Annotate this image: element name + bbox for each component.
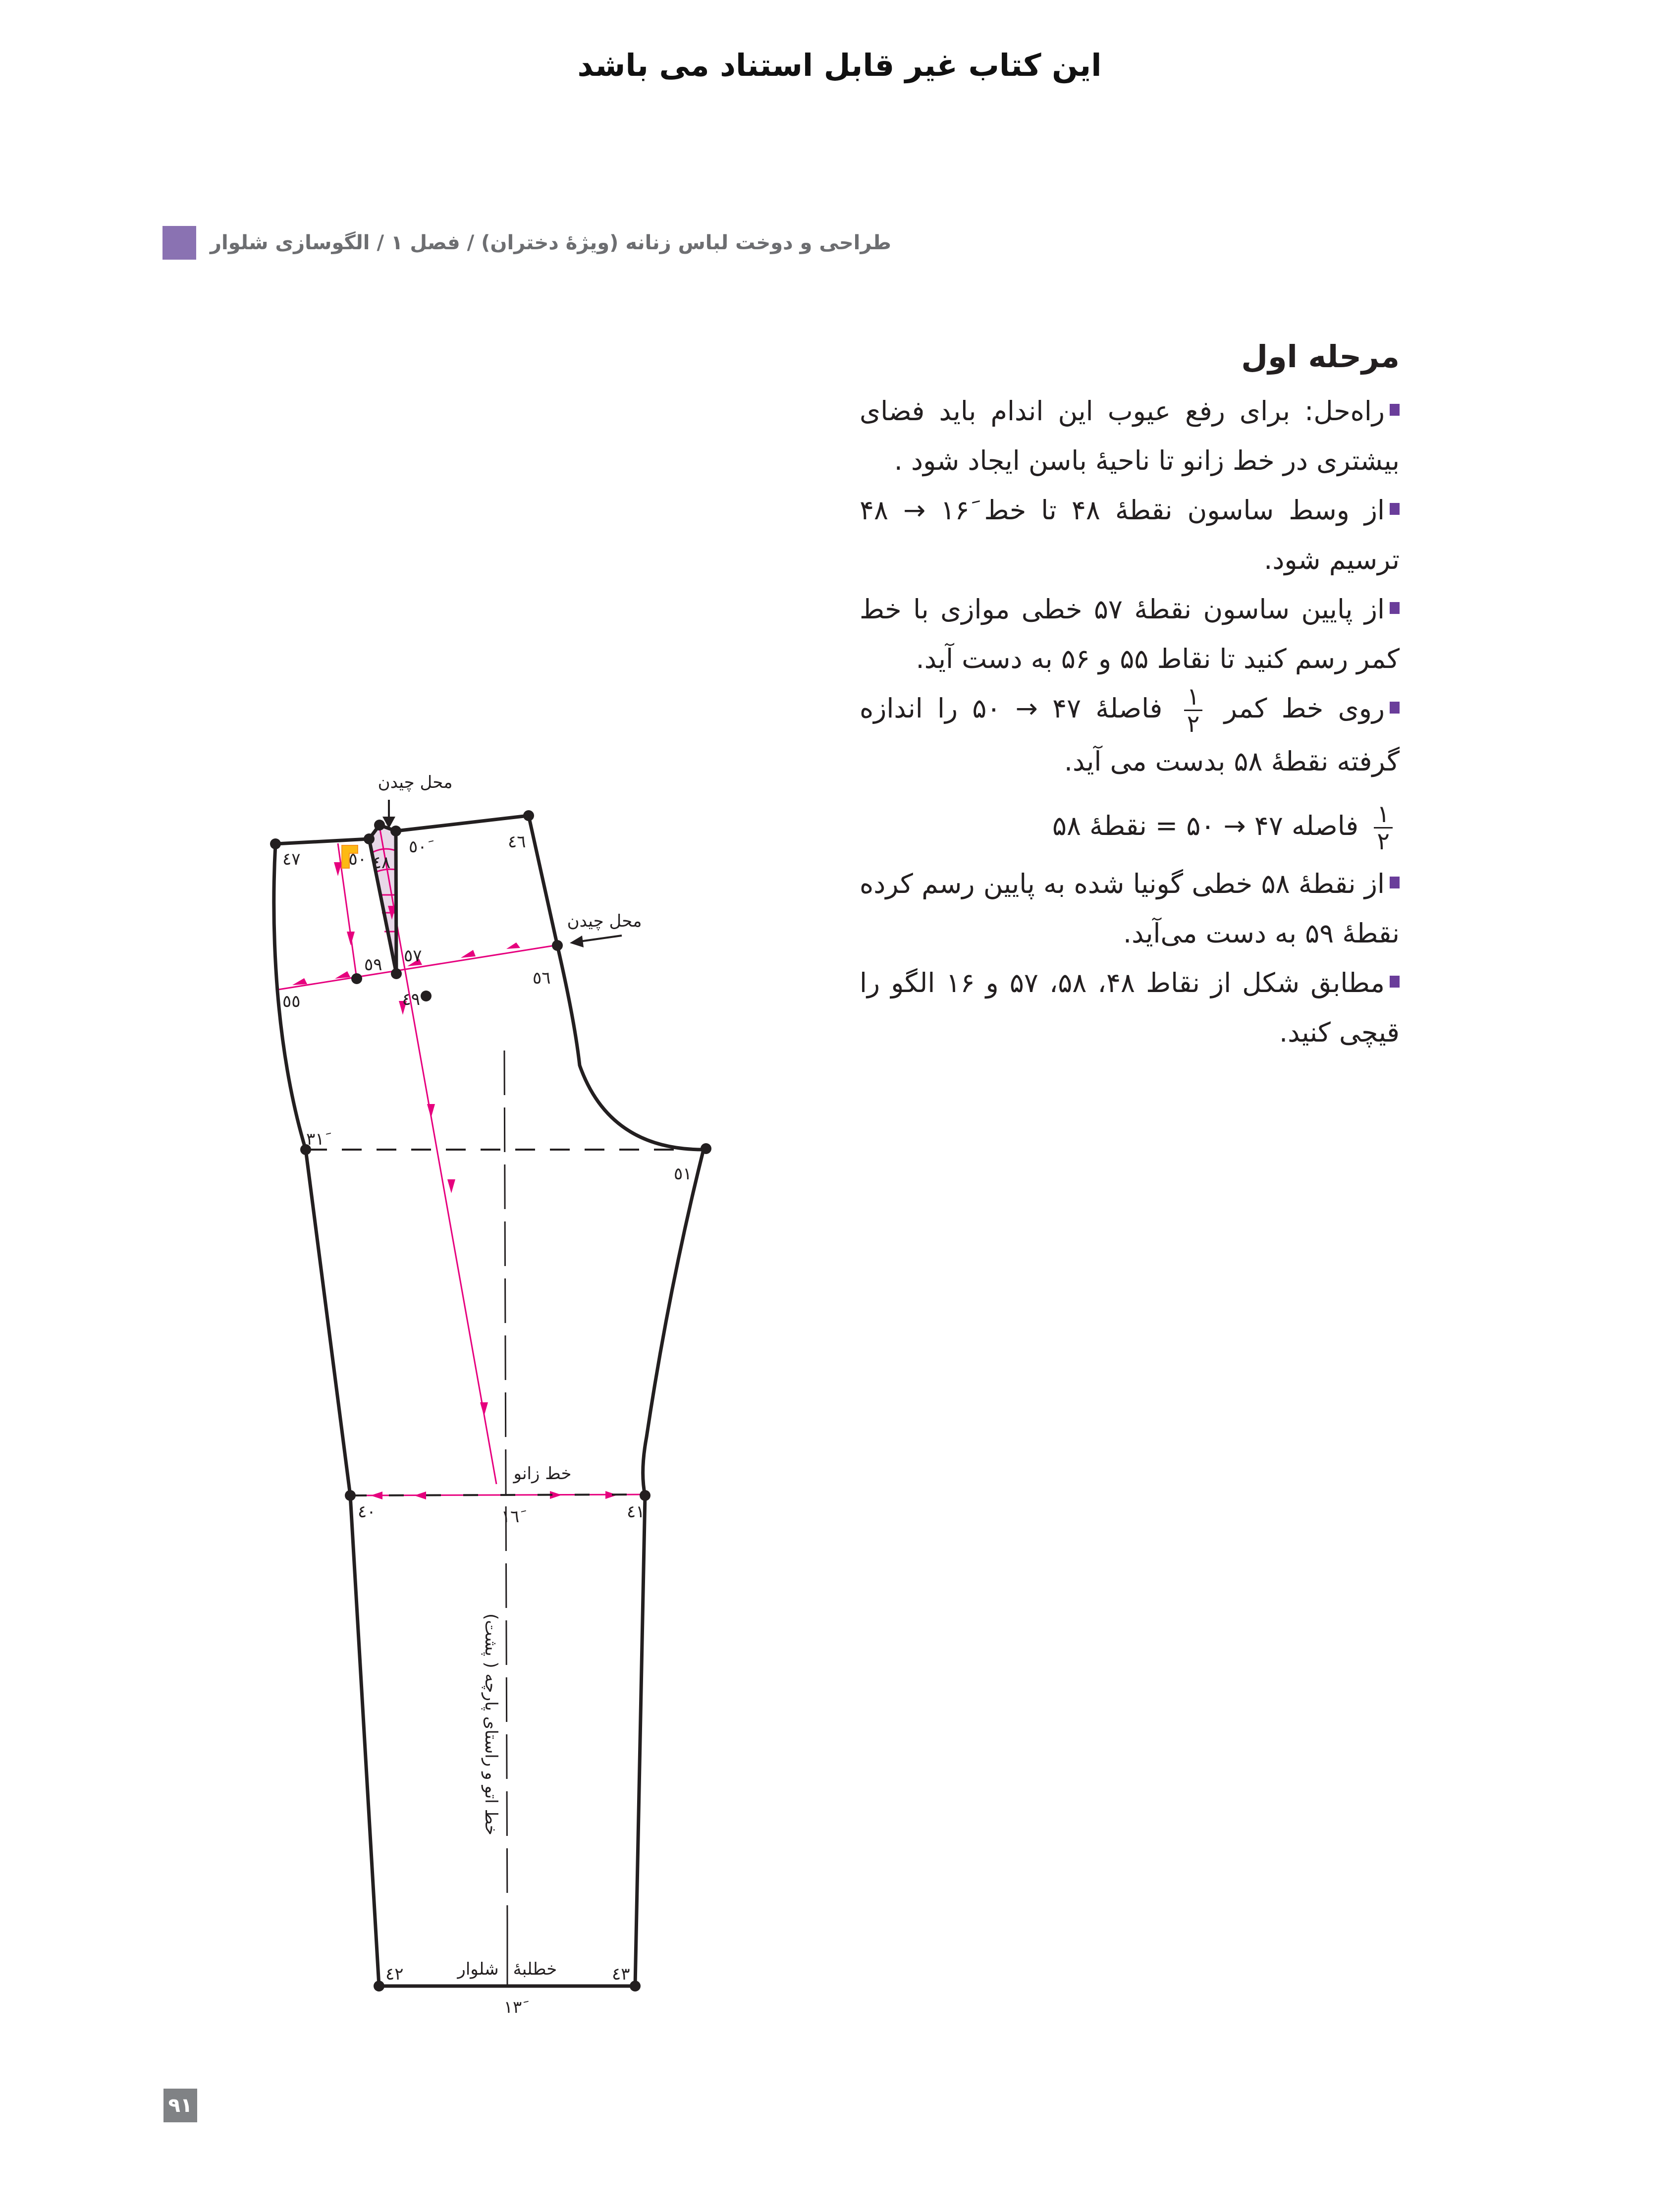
point-16-prime: ١٦َ [501, 1507, 520, 1527]
point-46: ٤٦ [508, 832, 526, 852]
point-40: ٤٠ [358, 1502, 376, 1522]
point-56: ٥٦ [533, 968, 551, 988]
hem-line-label-a: خطلبهٔ [513, 1959, 557, 1979]
bullet-icon [1390, 404, 1400, 416]
watermark-banner: این کتاب غیر قابل استناد می باشد [577, 47, 1102, 83]
formula-line: $\frac{۱}{۲}$ فاصله ۴۷ → ۵۰ = نقطهٔ ۵۸ [860, 801, 1400, 854]
instruction-step: مطابق شکل از نقاط ۴۸، ۵۸، ۵۷ و ۱۶ الگو را قیچی کنید. [860, 967, 1400, 1048]
point-57: ٥٧ [404, 946, 422, 966]
bullet-icon [1390, 976, 1400, 988]
bullet-icon [1390, 503, 1400, 515]
instruction-step: از وسط ساسون نقطهٔ ۴۸ تا خط ۱۶َ → ۴۸ ترسیم شود. [860, 495, 1400, 575]
point-42: ٤٢ [385, 1964, 404, 1984]
instruction-column [860, 327, 1400, 1057]
hem-line-label-b: شلوار [457, 1959, 499, 1979]
instruction-step: روی خط کمر $\frac{۱}{۲}$ فاصلهٔ ۴۷ → ۵۰ را اندازه گرفته نقطهٔ ۵۸ بدست می آید. [860, 683, 1400, 777]
chapter-marker [162, 226, 196, 260]
point-51: ٥١ [674, 1164, 692, 1184]
point-31-prime: ٣١َ [306, 1129, 325, 1149]
point-13-prime: ١٣َ [503, 1997, 522, 2017]
running-head [162, 225, 891, 260]
knee-line-label: خط زانو [513, 1464, 572, 1484]
bullet-icon [1390, 702, 1400, 714]
fraction-half: $\frac{۱}{۲}$ [1184, 684, 1203, 737]
bullet-icon [1390, 602, 1400, 614]
page-number: ۹۱ [163, 2089, 197, 2122]
point-49: ٤٩ [402, 990, 420, 1009]
instruction-step: راه‌حل: برای رفع عیوب این اندام باید فضای بیشتری در خط زانو تا ناحیهٔ باسن ایجاد شود . [860, 395, 1400, 476]
point-50: ٥٠ [348, 849, 367, 869]
point-47: ٤٧ [282, 849, 301, 869]
cut-location-label-top: محل چیدن [378, 773, 453, 792]
section-heading: مرحله اول [1241, 338, 1400, 375]
point-59: ٥٩ [364, 955, 382, 975]
point-43: ٤٣ [612, 1964, 630, 1984]
point-41: ٤١ [627, 1502, 645, 1522]
direction-arrows [292, 862, 617, 1499]
grain-line-label: خط اتو و راستای پارچه ( پشت) [481, 1613, 501, 1835]
fraction-half: $\frac{۱}{۲}$ [1374, 801, 1393, 854]
running-head-title: طراحی و دوخت لباس زنانه (ویژهٔ دختران) / فصل ۱ / الگوسازی شلوار [210, 231, 891, 254]
point-48: ٤٨ [372, 853, 391, 873]
point-55: ٥٥ [282, 992, 301, 1011]
bullet-icon [1390, 877, 1400, 888]
point-50-prime: ٥٠َ [409, 837, 427, 857]
grain-line [504, 1051, 507, 1923]
diagram-labels [282, 773, 692, 2017]
cut-location-label-side: محل چیدن [567, 911, 642, 931]
instruction-step: از نقطهٔ ۵۸ خطی گونیا شده به پایین رسم کرده نقطهٔ ۵۹ به دست می‌آید. [860, 868, 1400, 949]
instruction-step: از پایین ساسون نقطهٔ ۵۷ خطی موازی با خط کمر رسم کنید تا نقاط ۵۵ و ۵۶ به دست آید. [860, 594, 1400, 674]
